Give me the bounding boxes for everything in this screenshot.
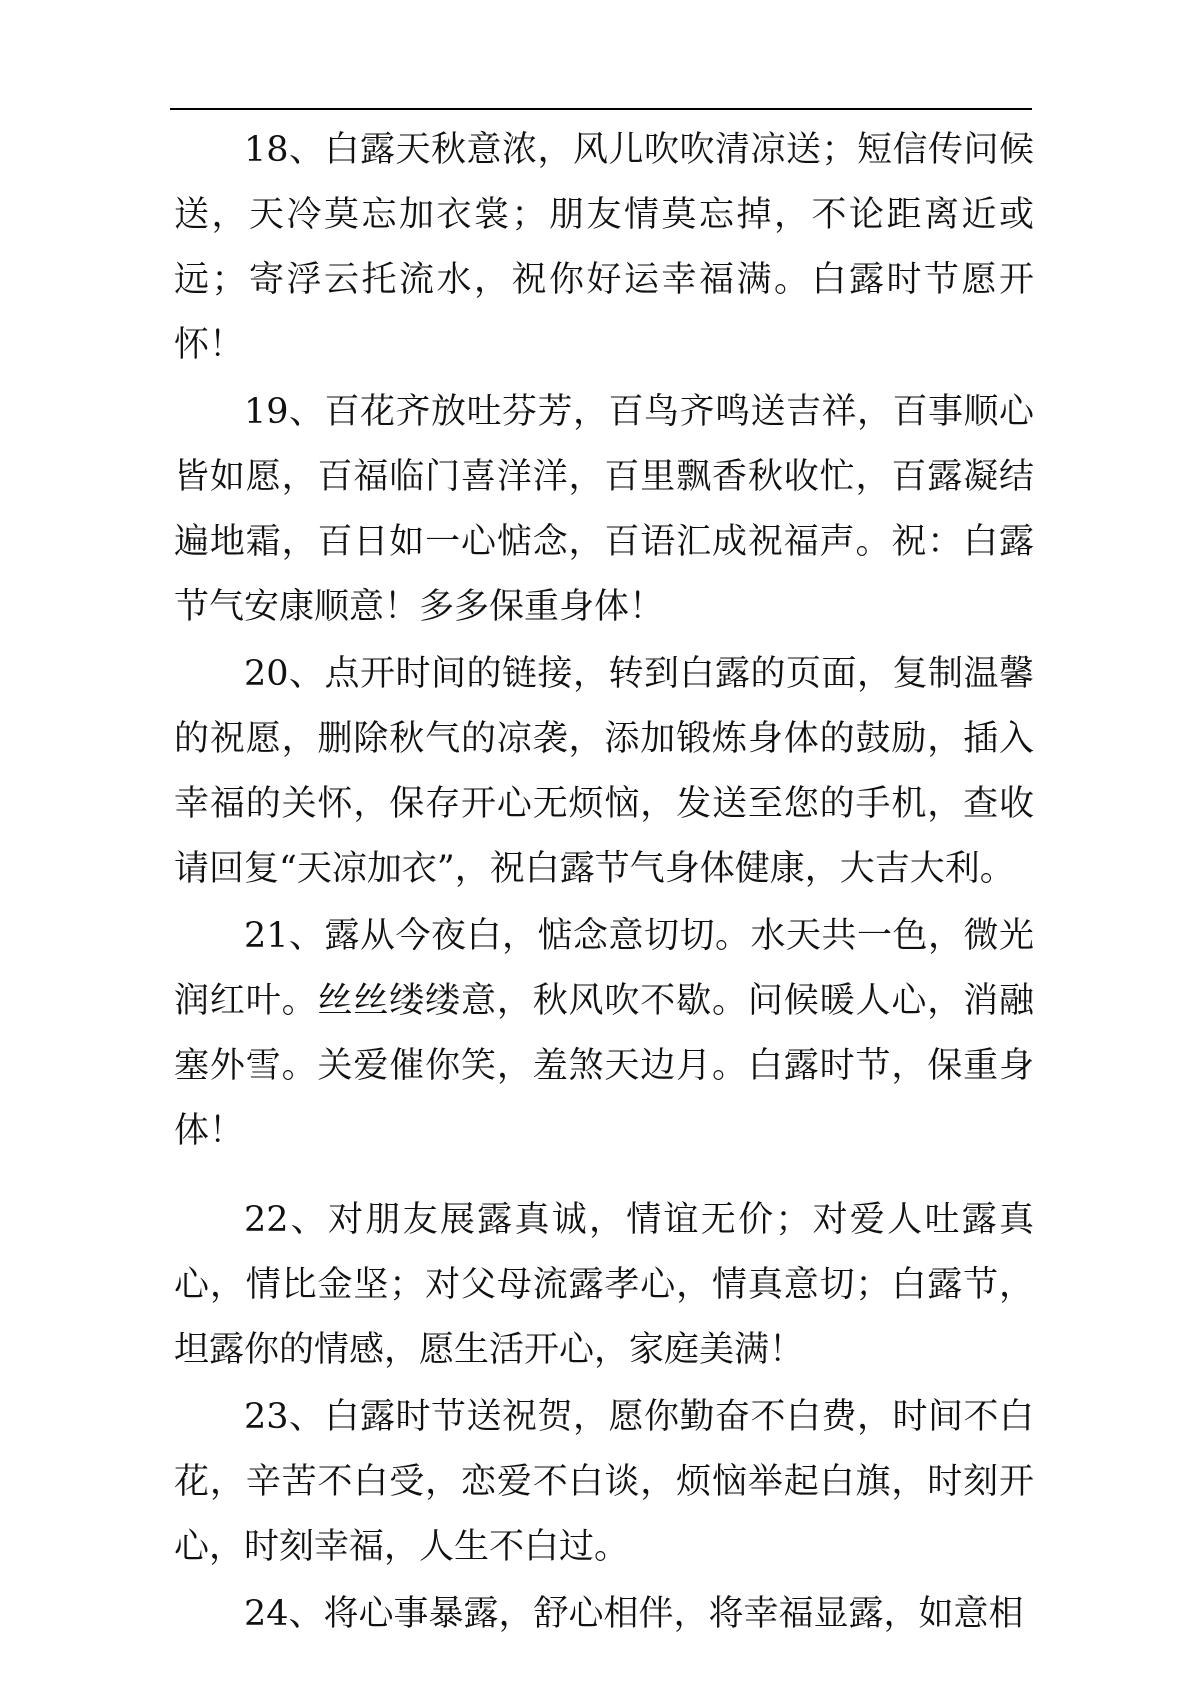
paragraph-23: 23、白露时节送祝贺，愿你勤奋不白费，时间不白花，辛苦不白受，恋爱不白谈，烦恼举起白旗，时刻开心，时刻幸福，人生不白过。: [174, 1397, 1034, 1567]
document-body: [174, 118, 1034, 1649]
paragraph-19: 19、百花齐放吐芬芳，百鸟齐鸣送吉祥，百事顺心皆如愿，百福临门喜洋洋，百里飘香秋收忙，百露凝结遍地霜，百日如一心惦念，百语汇成祝福声。祝：白露节气安康顺意！多多保重身体！: [174, 392, 1034, 627]
paragraph-24: 24、将心事暴露，舒心相伴，将幸福显露，如意相: [244, 1594, 1024, 1634]
paragraph-21: 21、露从今夜白，惦念意切切。水天共一色，微光润红叶。丝丝缕缕意，秋风吹不歇。问候暖人心，消融塞外雪。关爱催你笑，羞煞天边月。白露时节，保重身体！: [174, 916, 1034, 1151]
paragraph-18: 18、白露天秋意浓，风儿吹吹清凉送；短信传问候送，天冷莫忘加衣裳；朋友情莫忘掉，不论距离近或远；寄浮云托流水，祝你好运幸福满。白露时节愿开怀！: [174, 130, 1034, 365]
header-rule: [170, 108, 1032, 110]
paragraph-22: 22、对朋友展露真诚，情谊无价；对爱人吐露真心，情比金坚；对父母流露孝心，情真意切；白露节，坦露你的情感，愿生活开心，家庭美满！: [174, 1200, 1034, 1370]
paragraph-20: 20、点开时间的链接，转到白露的页面，复制温馨的祝愿，删除秋气的凉袭，添加锻炼身体的鼓励，插入幸福的关怀，保存开心无烦恼，发送至您的手机，查收请回复“天凉加衣”，祝白露节气身体健康，大吉大利。: [174, 654, 1034, 889]
